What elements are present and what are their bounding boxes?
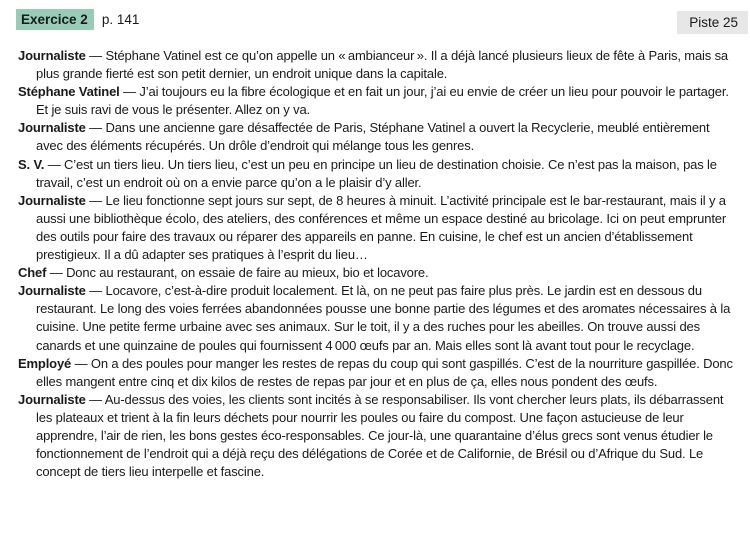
speaker-name: Journaliste [18, 283, 86, 299]
page-reference: p. 141 [101, 12, 140, 27]
transcript-turn: Journaliste — Le lieu fonctionne sept jours sur sept, de 8 heures à minuit. L’activité principale est le bar-restaurant, mais il y a aussi une bibliothèque écolo, des ateliers, des conférences et même un espace destiné au bricolage. Ici on peut emprunter des outils pour faire des travaux ou réparer des appareils en panne. En cuisine, le chef est un ancien d’établissement prestigieux. Il a dû adapter ses pratiques à l’esprit du lieu… [18, 192, 727, 263]
transcript-turn: Stéphane Vatinel — J’ai toujours eu la fibre écologique et en fait un jour, j’ai eu envie de créer un lieu pour pouvoir le partager. Et je suis ravi de vous le présenter. Allez on y va. [18, 84, 729, 118]
audio-track-badge: Piste 25 [677, 11, 748, 34]
speaker-name: Journaliste [18, 120, 86, 136]
transcript-turn: Chef — Donc au restaurant, on essaie de faire au mieux, bio et locavore. [18, 265, 429, 281]
page-header [0, 0, 750, 34]
transcript-turn: Journaliste — Stéphane Vatinel est ce qu’on appelle un « ambianceur ». Il a déjà lancé plusieurs lieux de fête à Paris, mais sa plus grande fierté est son petit dernier, un endroit unique dans la capitale. [18, 48, 729, 82]
transcript [0, 34, 750, 481]
transcript-turn: Journaliste — Dans une ancienne gare désaffectée de Paris, Stéphane Vatinel a ouvert la Recyclerie, meublé entièrement avec des éléments récupérés. Un drôle d’endroit qui mélange tous les genres. [18, 120, 710, 154]
speaker-name: Chef [18, 265, 47, 281]
speaker-name: Journaliste [18, 391, 86, 407]
transcript-turn: Journaliste — Locavore, c’est-à-dire produit localement. Et là, on ne peut pas faire plus près. Le jardin est en dessous du restaurant. Le long des voies ferrées abandonnées pousse une bonne partie des légumes et des aromates nécessaires à la cuisine. Une petite ferme urbaine avec ses animaux. Sur le toit, il y a des ruches pour les abeilles. On trouve aussi des canards et une quinzaine de poules qui fournissent 4 000 œufs par an. Mais elles sont là avant tout pour le recyclage. [18, 283, 731, 353]
speaker-name: Journaliste [18, 192, 86, 208]
transcript-turn: Employé — On a des poules pour manger les restes de repas du coup qui sont gaspillés. C’est de la nourriture gaspillée. Donc elles mangent entre cinq et dix kilos de restes de repas par jour et en plus de ça, elles nous pondent des œufs. [18, 355, 733, 389]
speaker-name: Employé [18, 355, 72, 371]
exercise-reference [16, 9, 139, 30]
speaker-name: Stéphane Vatinel [18, 84, 120, 100]
speaker-name: Journaliste [18, 48, 86, 63]
transcript-turn: Journaliste — Au-dessus des voies, les clients sont incités à se responsabiliser. Ils vont chercher leurs plats, ils débarrassent les plateaux et trient à la fin leurs déchets pour nourrir les poules ou faire du compost. Une façon astucieuse de leur apprendre, l’air de rien, les bons gestes éco-responsables. Ce jour-là, une quarantaine d’élus grecs sont venus étudier le fonctionnement de l’endroit qui a déjà reçu des délégations de Corée et de Californie, de Brésil ou d’Afrique du Sud. Le concept de tiers lieu interpelle et fascine. [18, 391, 724, 480]
transcript-turn: S. V. — C’est un tiers lieu. Un tiers lieu, c’est un peu en principe un lieu de destination choisie. Ce n’est pas la maison, pas le travail, c’est un endroit où on a envie parce qu’on a le plaisir d’y aller. [18, 156, 717, 190]
exercise-label: Exercice 2 [16, 9, 94, 30]
speaker-name: S. V. [18, 156, 45, 172]
